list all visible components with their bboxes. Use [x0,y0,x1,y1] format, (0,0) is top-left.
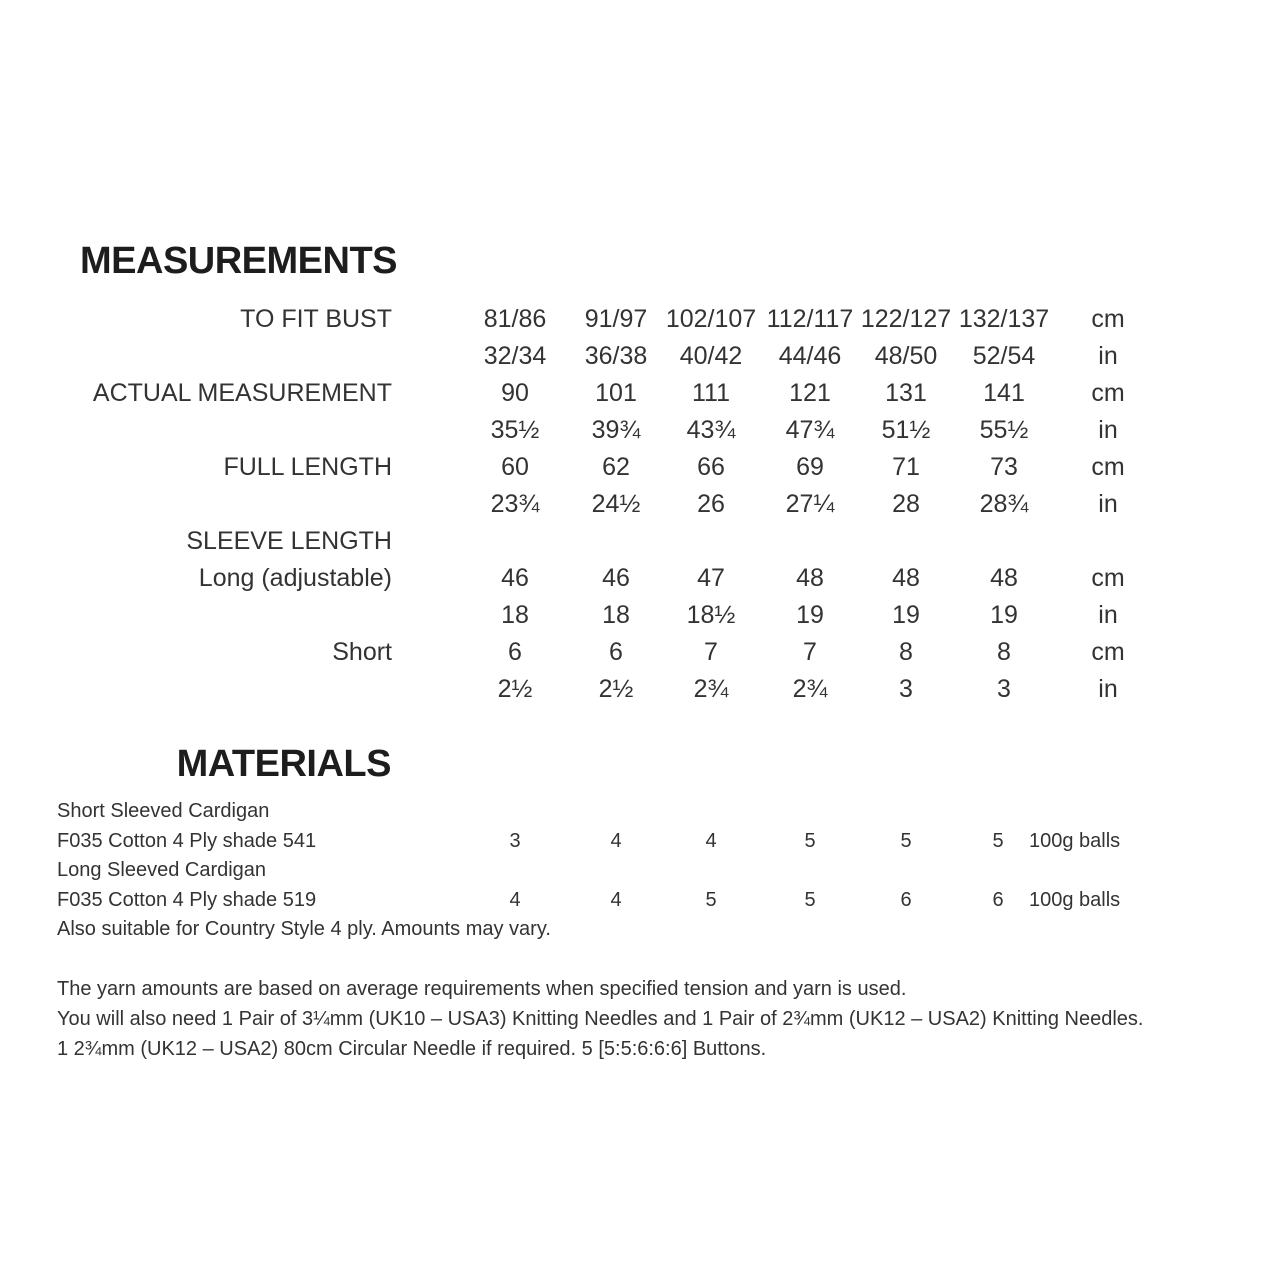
size-value: 69 [796,453,824,481]
size-value: 18½ [686,601,736,629]
size-value: 48/50 [874,342,938,370]
measurement-row [0,601,1280,637]
size-value: 52/54 [972,342,1036,370]
measurement-row [0,675,1280,711]
size-value: 27¼ [785,490,835,518]
unit-label: in [1098,416,1118,444]
ball-count: 4 [509,889,521,911]
size-value: 71 [892,453,920,481]
size-value: 18 [501,601,529,629]
measurement-row [0,564,1280,600]
unit-label: cm [1091,453,1125,481]
size-value: 141 [983,379,1025,407]
size-value: 19 [892,601,920,629]
material-label: F035 Cotton 4 Ply shade 519 [57,889,317,911]
size-value: 46 [602,564,630,592]
size-value: 47 [697,564,725,592]
measurement-row [0,305,1280,341]
size-value: 19 [796,601,824,629]
unit-label: cm [1091,379,1125,407]
ball-count: 4 [610,889,622,911]
row-label: Long (adjustable) [198,564,392,592]
measurements-heading: MEASUREMENTS [80,240,398,282]
size-value: 44/46 [778,342,842,370]
material-row [0,918,1280,948]
size-value: 73 [990,453,1018,481]
unit-label: 100g balls [1029,830,1121,852]
unit-label: 100g balls [1029,889,1121,911]
size-value: 2¾ [792,675,828,703]
size-value: 7 [704,638,718,666]
material-row [0,859,1280,889]
size-value: 36/38 [584,342,648,370]
size-value: 28 [892,490,920,518]
size-value: 121 [789,379,831,407]
size-value: 131 [885,379,927,407]
measurement-row [0,379,1280,415]
ball-count: 5 [705,889,717,911]
size-value: 60 [501,453,529,481]
size-value: 39¾ [591,416,641,444]
size-value: 48 [892,564,920,592]
size-value: 24½ [591,490,641,518]
size-value: 81/86 [483,305,547,333]
size-value: 6 [609,638,623,666]
material-label: Also suitable for Country Style 4 ply. Amounts may vary. [57,918,551,940]
ball-count: 5 [804,830,816,852]
size-value: 47¾ [785,416,835,444]
ball-count: 5 [992,830,1004,852]
row-label: FULL LENGTH [223,453,392,481]
row-label: SLEEVE LENGTH [186,527,392,555]
size-value: 7 [803,638,817,666]
size-value: 26 [697,490,725,518]
note-text: The yarn amounts are based on average requirements when specified tension and yarn is used. [57,978,907,1000]
size-value: 3 [899,675,913,703]
size-value: 23¾ [490,490,540,518]
materials-heading: MATERIALS [176,743,391,785]
ball-count: 6 [900,889,912,911]
unit-label: cm [1091,305,1125,333]
material-label: Long Sleeved Cardigan [57,859,267,881]
size-value: 62 [602,453,630,481]
measurement-row [0,490,1280,526]
material-row [0,889,1280,919]
ball-count: 6 [992,889,1004,911]
size-value: 3 [997,675,1011,703]
size-value: 91/97 [584,305,648,333]
size-value: 132/137 [958,305,1050,333]
row-label: Short [332,638,392,666]
measurement-row [0,527,1280,563]
size-value: 2¾ [693,675,729,703]
ball-count: 4 [705,830,717,852]
ball-count: 5 [804,889,816,911]
measurement-row [0,342,1280,378]
note-text: You will also need 1 Pair of 3¼mm (UK10 – USA3) Knitting Needles and 1 Pair of 2¾mm (UK12 – USA2) Knitting Needles. [57,1008,1144,1030]
measurement-row [0,453,1280,489]
size-value: 102/107 [665,305,757,333]
unit-label: in [1098,675,1118,703]
note-text: 1 2¾mm (UK12 – USA2) 80cm Circular Needle if required. 5 [5:5:6:6:6] Buttons. [57,1038,767,1060]
size-value: 8 [899,638,913,666]
size-value: 28¾ [979,490,1029,518]
size-value: 90 [501,379,529,407]
material-row [0,830,1280,860]
size-value: 35½ [490,416,540,444]
ball-count: 4 [610,830,622,852]
size-value: 40/42 [679,342,743,370]
size-value: 19 [990,601,1018,629]
size-value: 51½ [881,416,931,444]
size-value: 48 [796,564,824,592]
size-value: 111 [691,379,730,407]
size-value: 6 [508,638,522,666]
size-value: 43¾ [686,416,736,444]
measurement-row [0,416,1280,452]
unit-label: cm [1091,638,1125,666]
ball-count: 3 [509,830,521,852]
unit-label: in [1098,601,1118,629]
size-value: 55½ [979,416,1029,444]
size-value: 122/127 [860,305,952,333]
size-value: 46 [501,564,529,592]
row-label: ACTUAL MEASUREMENT [92,379,392,407]
size-value: 66 [697,453,725,481]
unit-label: in [1098,342,1118,370]
size-value: 112/117 [766,305,854,333]
unit-label: in [1098,490,1118,518]
size-value: 101 [595,379,637,407]
size-value: 32/34 [483,342,547,370]
material-row [0,800,1280,830]
material-label: F035 Cotton 4 Ply shade 541 [57,830,317,852]
size-value: 48 [990,564,1018,592]
size-value: 2½ [598,675,634,703]
size-value: 18 [602,601,630,629]
measurement-row [0,638,1280,674]
size-value: 8 [997,638,1011,666]
size-value: 2½ [497,675,533,703]
ball-count: 5 [900,830,912,852]
material-label: Short Sleeved Cardigan [57,800,270,822]
unit-label: cm [1091,564,1125,592]
row-label: TO FIT BUST [240,305,392,333]
